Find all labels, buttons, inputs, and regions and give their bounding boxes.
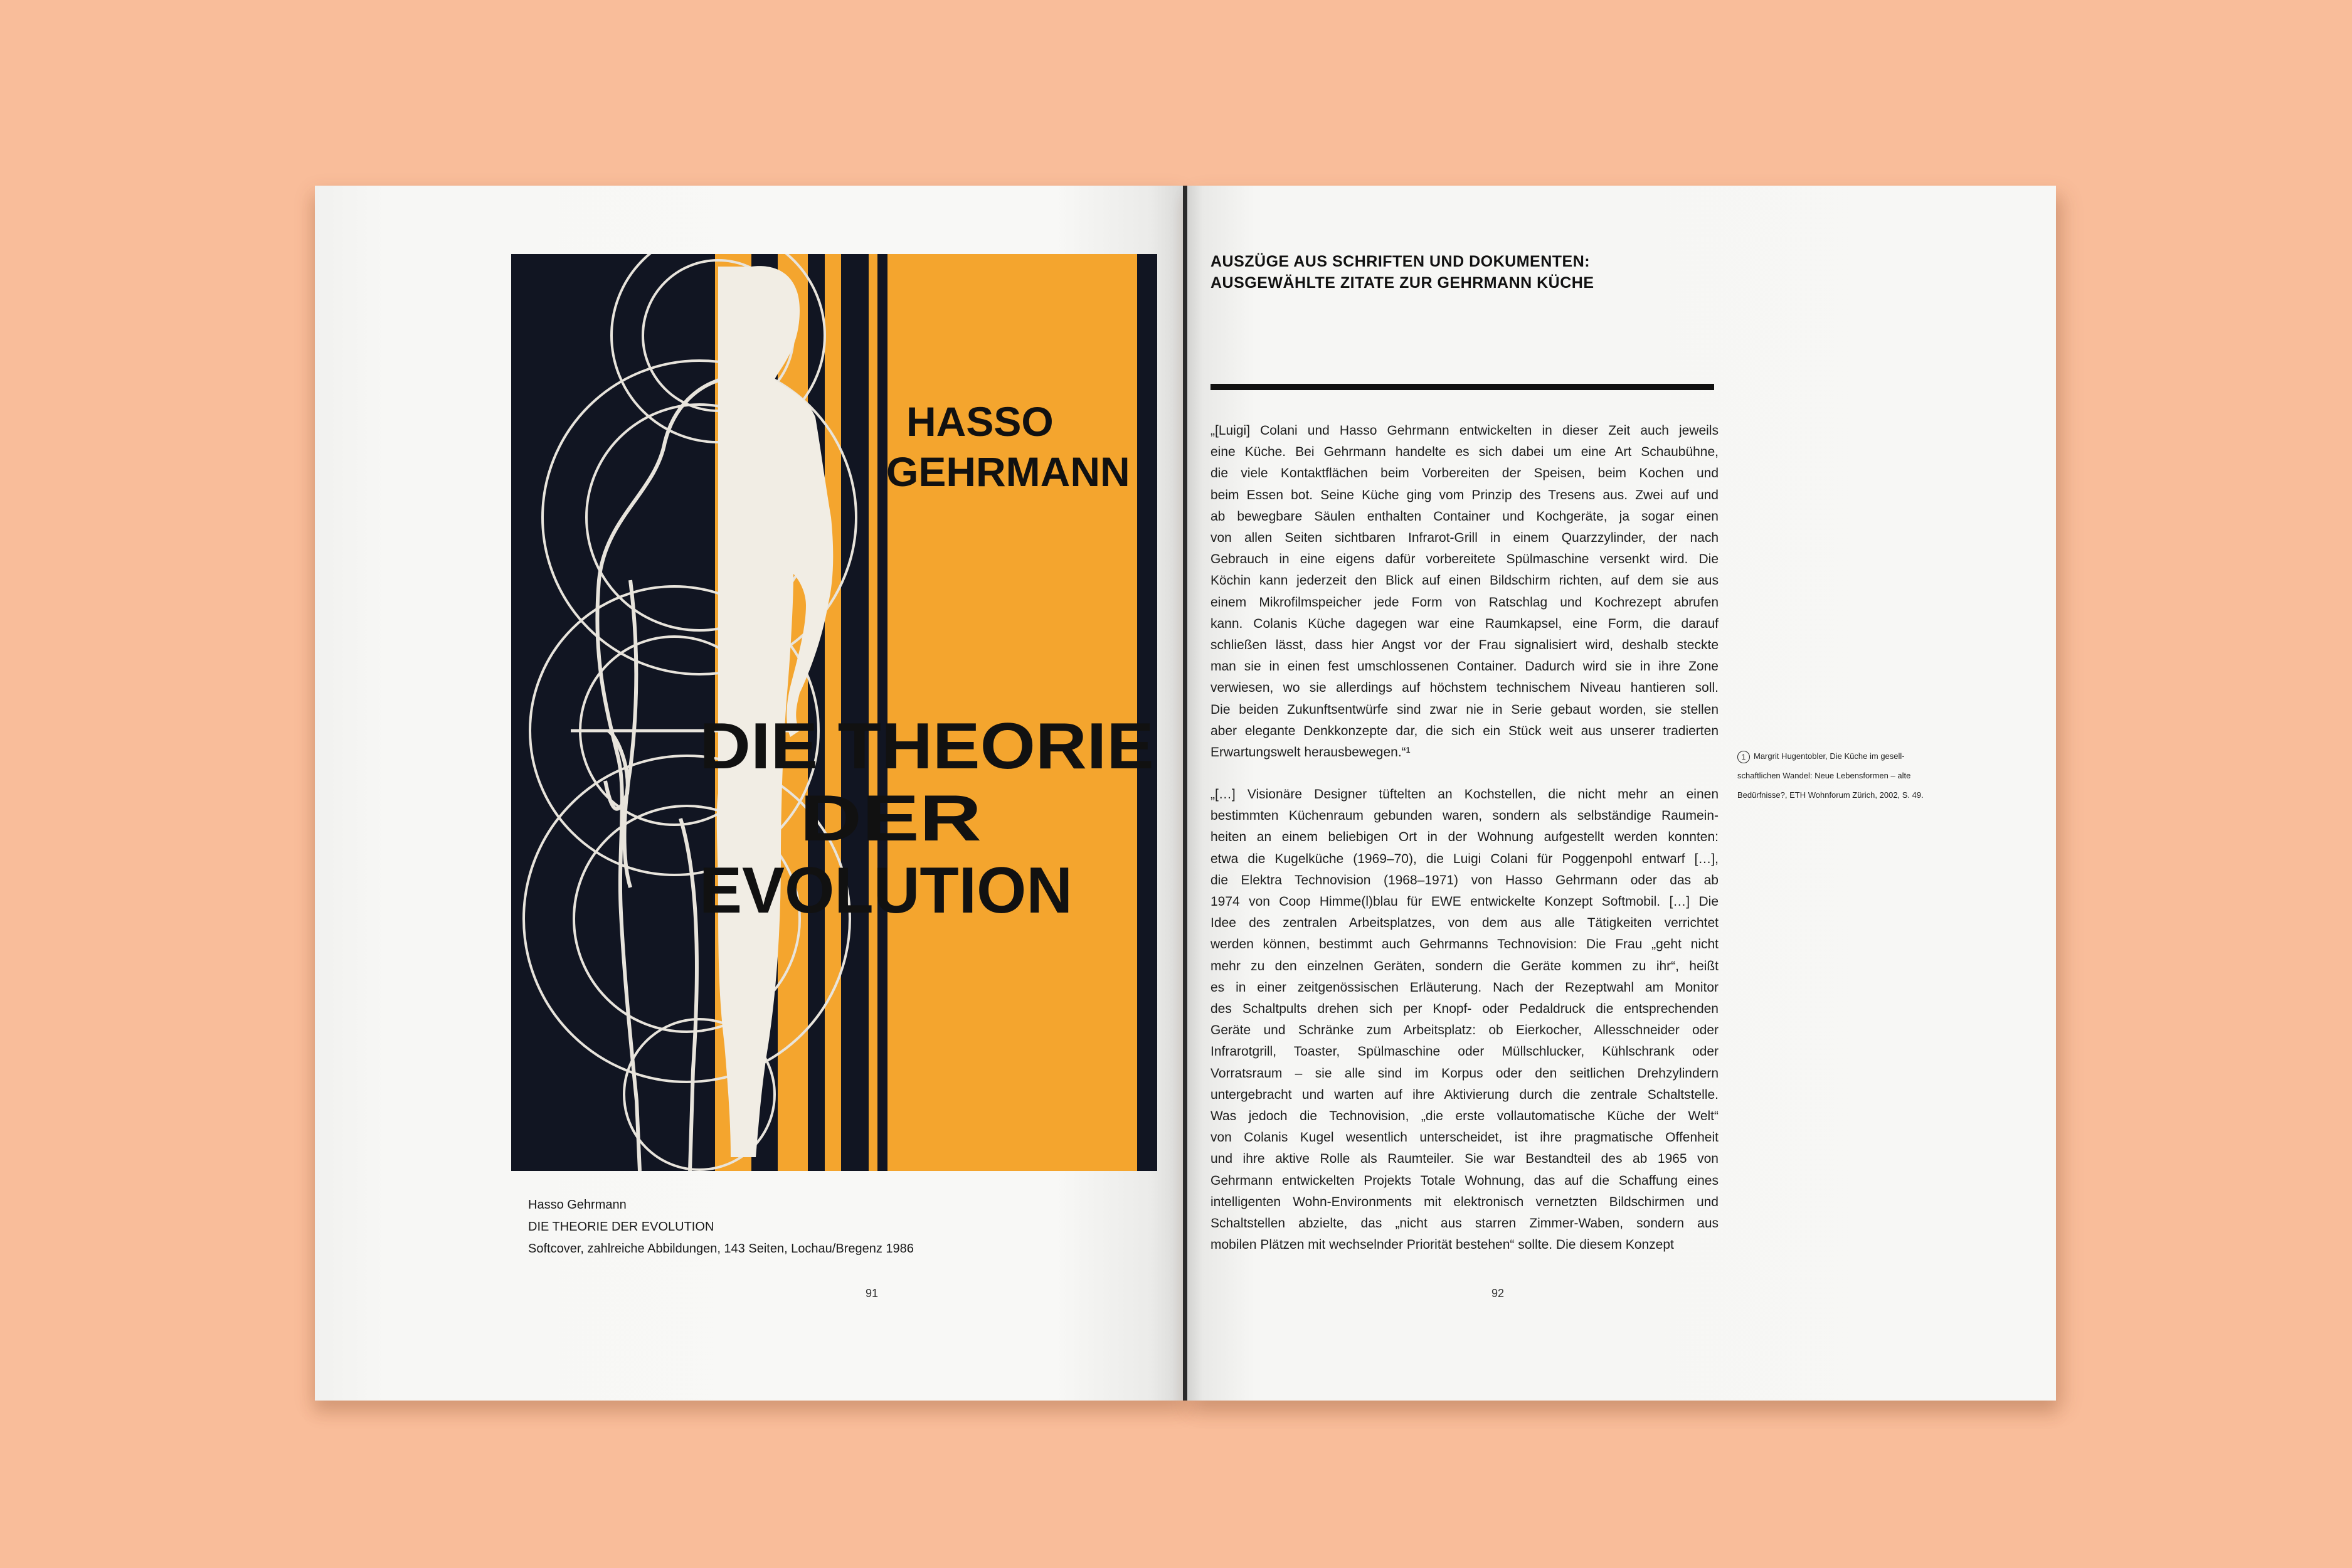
text-line: „[…] Visionäre Designer tüftelten an Kochstellen, die nicht mehr an einen [1210, 787, 1719, 802]
text-line: 1974 von Coop Himme(l)blau für EWE entwickelte Konzept Softmobil. […] Die [1210, 894, 1719, 909]
page-number-left: 91 [866, 1287, 879, 1300]
text-line: bestimmten Küchenraum gebunden waren, sondern als selbständige Raumein- [1210, 808, 1719, 824]
caption-author: Hasso Gehrmann [528, 1198, 627, 1212]
text-line: Gehrmann entwickelten Projekts Totale Wohnung, das auf die Schaffung eines [1210, 1173, 1719, 1188]
text-line: mehr zu den einzelnen Geräten, sondern die Geräte kommen zu ihr“, heißt [1210, 958, 1719, 973]
book-spine [1183, 186, 1187, 1401]
text-line: aber elegante Denkkonzepte dar, die sich ein Stück weit aus unserer tradierten [1210, 723, 1719, 738]
text-line: untergebracht und warten auf ihre Aktivierung durch die zentrale Schaltstelle. [1210, 1087, 1719, 1102]
text-line: verwiesen, wo sie allerdings auf höchstem technischem Niveau hantieren soll. [1210, 681, 1719, 696]
text-line: man sie in einen fest umschlossenen Container. Dadurch wird sie in ihre Zone [1210, 659, 1719, 674]
heading-rule [1210, 384, 1714, 390]
text-line: Geräte und Schränke zum Arbeitsplatz: ob Eierkocher, Allesschneider oder [1210, 1023, 1719, 1038]
text-line: Was jedoch die Technovision, „die erste vollautomatische Küche der Welt“ [1210, 1109, 1719, 1124]
footnote-line-1: Margrit Hugentobler, Die Küche im gesell- [1754, 751, 1905, 761]
caption-details: Softcover, zahlreiche Abbildungen, 143 Seiten, Lochau/Bregenz 1986 [528, 1242, 914, 1256]
text-line: Erwartungswelt herausbewegen.“¹ [1210, 745, 1411, 760]
text-line: es in einer zeitgenössischen Erläuterung. Nach der Rezeptwahl am Monitor [1210, 980, 1719, 995]
page-number-right: 92 [1491, 1287, 1505, 1300]
quote-paragraph-1 [1210, 420, 1719, 763]
text-line: kann. Colanis Küche dagegen war eine Raumkapsel, eine Form, die darauf [1210, 616, 1719, 631]
text-line: intelligenten Wohn-Environments mit elektronisch vernetzten Bildschirmen und [1210, 1194, 1719, 1209]
text-line: Infrarotgrill, Toaster, Spülmaschine oder Müllschlucker, Kühlschrank oder [1210, 1044, 1719, 1059]
text-line: etwa die Kugelküche (1969–70), die Luigi Colani für Poggenpohl entwarf […], [1210, 851, 1719, 866]
cover-author-line-2: GEHRMANN [886, 448, 1130, 495]
text-line: ab bewegbare Säulen enthalten Container und Kochgeräte, ja sogar einen [1210, 509, 1719, 524]
heading-line-1: AUSZÜGE AUS SCHRIFTEN UND DOKUMENTEN: [1210, 253, 1591, 270]
text-line: die viele Kontaktflächen beim Vorbereiten der Speisen, beim Kochen und [1210, 466, 1719, 481]
text-line: heiten an einem beliebigen Ort in der Wohnung aufgestellt werden konnten: [1210, 830, 1719, 845]
text-line: werden können, bestimmt auch Gehrmanns Technovision: Die Frau „geht nicht [1210, 937, 1719, 952]
text-line: und ihre aktive Rolle als Raumteiler. Sie war Bestandteil des ab 1965 von [1210, 1152, 1719, 1167]
caption-title: DIE THEORIE DER EVOLUTION [528, 1220, 714, 1234]
cover-title-line-2: DER [800, 782, 982, 855]
text-line: Idee des zentralen Arbeitsplatzes, von dem aus alle Tätigkeiten verrichtet [1210, 916, 1719, 931]
text-line: „[Luigi] Colani und Hasso Gehrmann entwickelten in dieser Zeit auch jeweils [1210, 423, 1719, 438]
cover-author-line-1: HASSO [906, 398, 1054, 445]
text-line: Vorratsraum – sie alle sind im Korpus oder den seitlichen Drehzylindern [1210, 1066, 1719, 1081]
text-line: Die beiden Zukunftsentwürfe sind zwar nie in Serie gebaut worden, sie stellen [1210, 702, 1719, 717]
footnote [1737, 746, 1938, 805]
text-line: des Schaltpults drehen sich per Knopf- oder Pedaldruck die entsprechenden [1210, 1002, 1719, 1017]
text-line: Gebrauch in eine eigens dafür vorbereitete Spülmaschine versenkt wird. Die [1210, 552, 1719, 567]
text-line: von allen Seiten sichtbaren Infrarot-Grill in einem Quarzzylinder, der nach [1210, 531, 1719, 546]
text-line: die Elektra Technovision (1968–1971) von Hasso Gehrmann oder das ab [1210, 872, 1719, 887]
text-line: beim Essen bot. Seine Küche ging vom Prinzip des Tresens aus. Zwei auf und [1210, 487, 1719, 502]
text-line: einem Mikrofilmspeicher jede Form von Ratschlag und Kochrezept abrufen [1210, 595, 1719, 610]
text-line: eine Küche. Bei Gehrmann handelte es sich dabei um eine Art Schaubühne, [1210, 445, 1719, 460]
text-line: Schaltstellen abzielte, das „nicht aus starren Zimmer-Waben, sondern aus [1210, 1216, 1719, 1231]
cover-title-line-3: EVOLUTION [699, 854, 1073, 927]
text-line: von Colanis Kugel wesentlich unterscheidet, ist ihre pragmatische Offenheit [1210, 1130, 1719, 1145]
heading-line-2: AUSGEWÄHLTE ZITATE ZUR GEHRMANN KÜCHE [1210, 274, 1594, 292]
page-heading [1210, 251, 1594, 294]
text-line: mobilen Plätzen mit wechselnder Priorität bestehen“ sollte. Die diesem Konzept [1210, 1237, 1674, 1253]
quote-paragraph-2 [1210, 784, 1719, 1256]
book-cover-image [511, 254, 1157, 1171]
text-line: Köchin kann jederzeit den Blick auf einen Bildschirm richten, auf dem sie aus [1210, 573, 1719, 588]
footnote-line-3: Bedürfnisse?, ETH Wohnforum Zürich, 2002, S. 49. [1737, 790, 1924, 800]
footnote-line-2: schaftlichen Wandel: Neue Lebensformen – alte [1737, 771, 1911, 780]
footnote-marker: 1 [1737, 751, 1750, 763]
cover-title-line-1: DIE THEORIE [699, 710, 1154, 783]
text-line: schließen lässt, dass hier Angst vor der Frau signalisiert wird, deshalb steckte [1210, 638, 1719, 653]
